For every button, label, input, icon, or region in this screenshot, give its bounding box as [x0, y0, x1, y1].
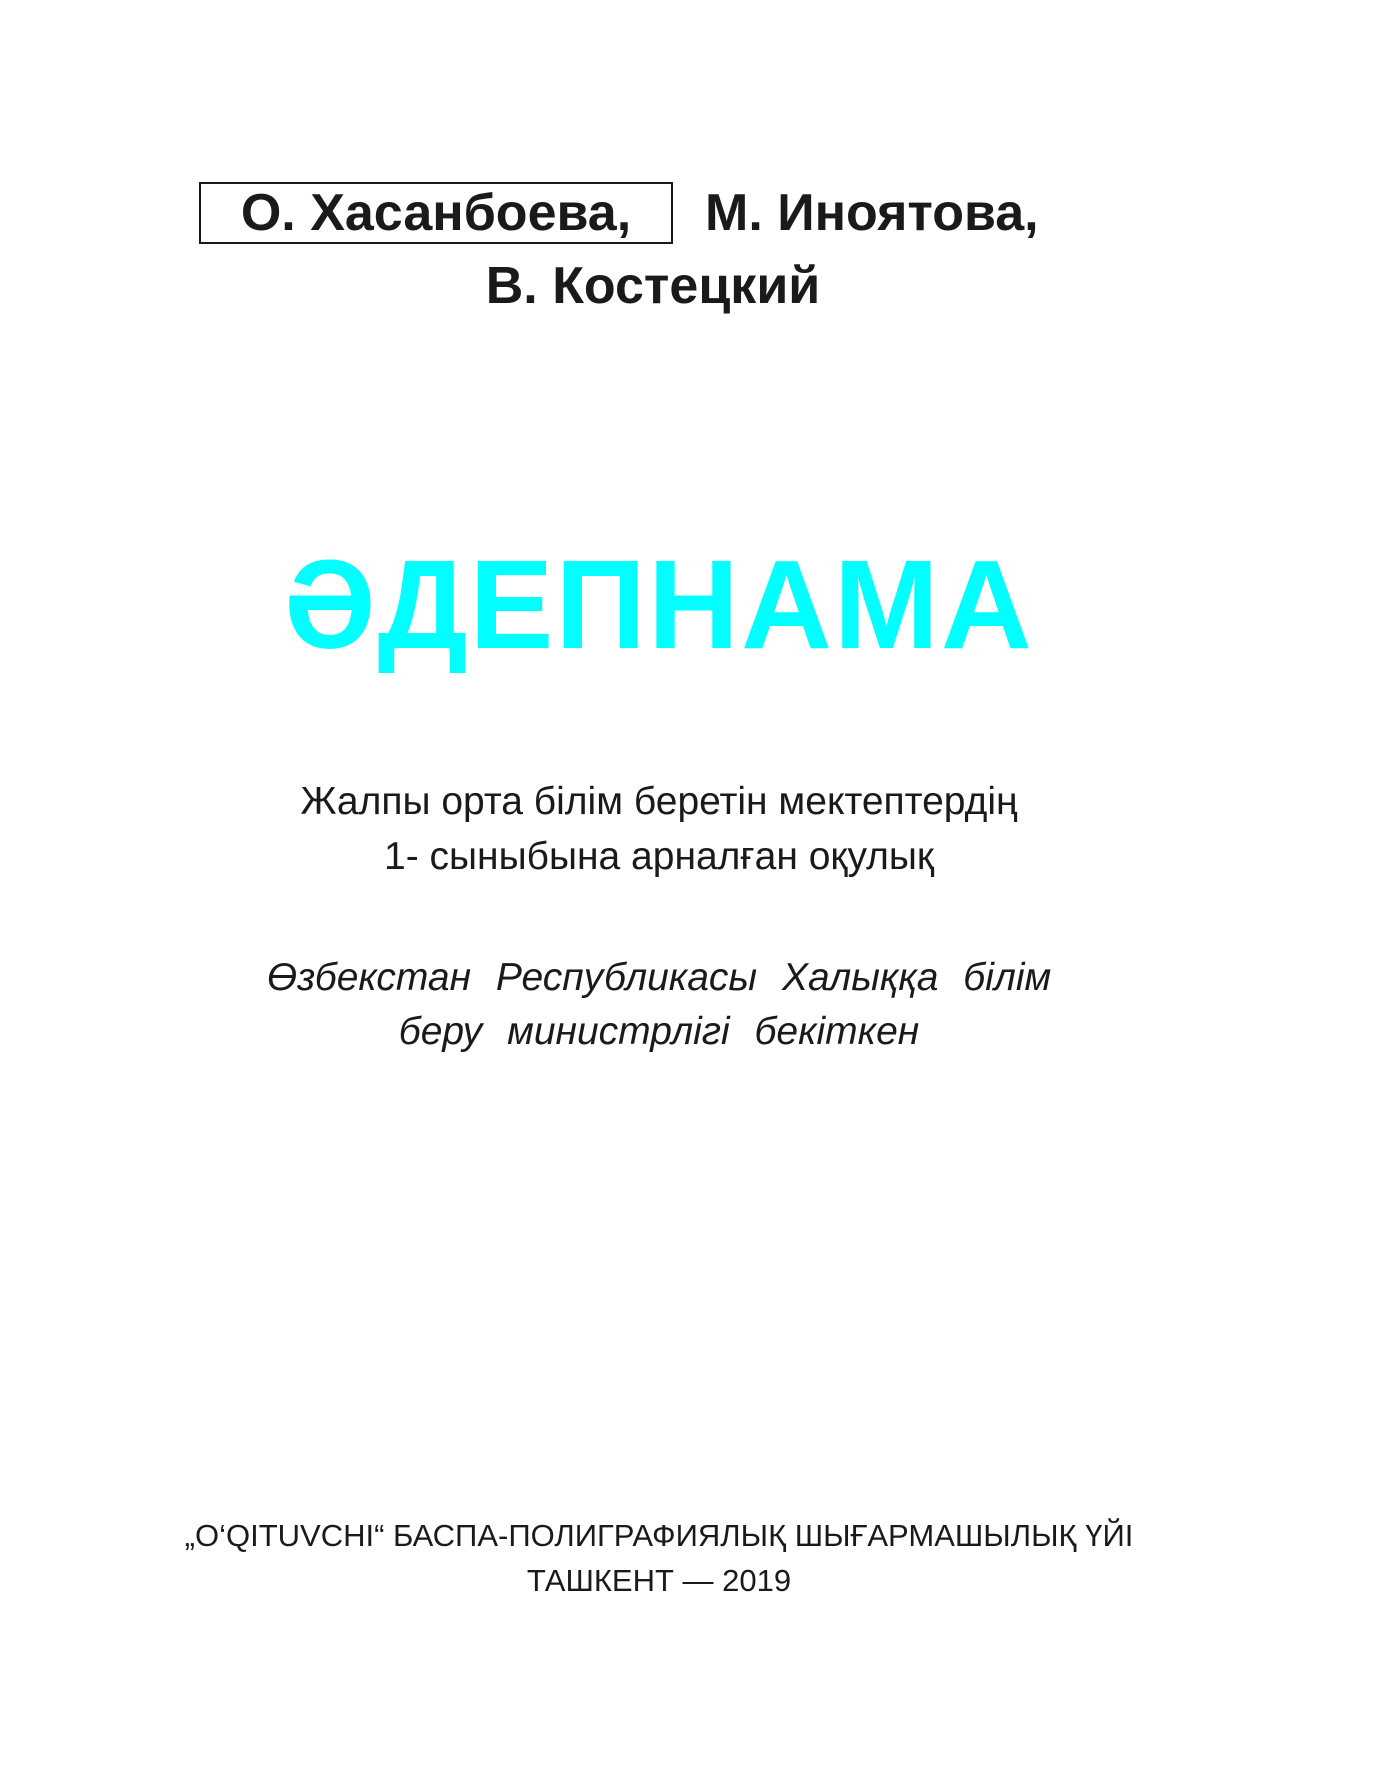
authors-line: [0, 182, 1378, 248]
author-name: М. Иноятова,: [705, 184, 1039, 242]
publisher-name: „O‘QITUVCHI“ БАСПА-ПОЛИГРАФИЯЛЫҚ ШЫҒАРМАШЫЛЫҚ ҮЙІ: [184, 1518, 1134, 1553]
publisher-info: [0, 1513, 1318, 1603]
book-subtitle: [0, 774, 1318, 884]
author-name: В. Костецкий: [485, 257, 821, 315]
approval-note: [0, 951, 1318, 1059]
subtitle-line: 1- сыныбына арналған оқулық: [384, 835, 934, 878]
approval-line: Өзбекстан Республикасы Халыққа білім: [266, 956, 1052, 999]
publisher-city-year: ТАШКЕНТ — 2019: [526, 1563, 792, 1598]
author-name-boxed: О. Хасанбоева,: [199, 182, 673, 244]
subtitle-line: Жалпы орта білім беретін мектептердің: [300, 780, 1018, 823]
book-title: ӘДЕПНАМА: [284, 534, 1034, 675]
approval-line: беру министрлігі бекіткен: [398, 1010, 920, 1053]
